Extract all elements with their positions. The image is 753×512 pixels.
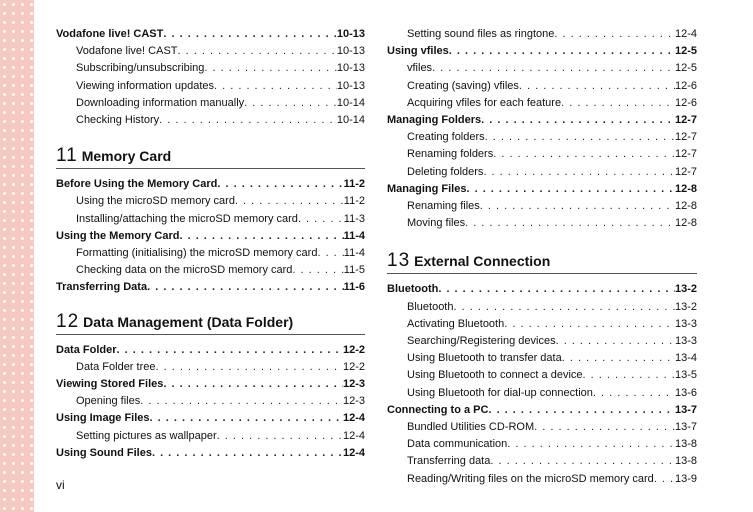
toc-subsection-entry[interactable] [387, 453, 697, 470]
toc-entry-page: 13-3 [674, 335, 697, 348]
chapter-number: 12 [56, 310, 80, 332]
toc-entry-title: Downloading information manually [76, 96, 245, 109]
toc-leader-dots [583, 367, 675, 384]
toc-entry-title: Checking data on the microSD memory card [76, 264, 293, 277]
toc-entry-page: 13-2 [674, 283, 697, 296]
toc-entry-title: Before Using the Memory Card [56, 178, 218, 191]
toc-entry-title: Renaming folders [407, 148, 494, 161]
toc-subsection-entry[interactable] [387, 146, 697, 163]
toc-section-entry[interactable] [56, 176, 365, 193]
toc-entry-page: 13-8 [674, 455, 697, 468]
toc-entry-page: 13-4 [674, 352, 697, 365]
toc-entry-title: Managing Folders [387, 114, 482, 127]
toc-leader-dots [465, 215, 675, 232]
toc-leader-dots [163, 376, 343, 393]
toc-leader-dots [480, 198, 675, 215]
toc-leader-dots [178, 43, 337, 60]
chapter-title: Data Management (Data Folder) [83, 313, 294, 330]
toc-leader-dots [214, 78, 337, 95]
toc-section-entry[interactable] [56, 445, 365, 462]
toc-entry-title: Transferring data [407, 455, 491, 468]
toc-entry-title: Data Folder tree [76, 360, 156, 373]
toc-section-entry[interactable] [387, 181, 697, 198]
toc-entry-title: Using the microSD memory card [76, 195, 235, 208]
toc-section-entry[interactable] [56, 410, 365, 427]
toc-leader-dots [485, 129, 675, 146]
toc-subsection-entry[interactable] [387, 350, 697, 367]
toc-leader-dots [654, 471, 675, 488]
toc-section-entry[interactable] [56, 279, 365, 296]
toc-entry-title: Activating Bluetooth [407, 317, 505, 330]
toc-subsection-entry[interactable] [56, 78, 365, 95]
toc-subsection-entry[interactable] [56, 393, 365, 410]
toc-subsection-entry[interactable] [56, 211, 365, 228]
toc-entry-title: Installing/attaching the microSD memory card [76, 212, 298, 225]
toc-subsection-entry[interactable] [387, 164, 697, 181]
toc-left-column [56, 26, 365, 462]
toc-section-entry[interactable] [387, 402, 697, 419]
toc-group [56, 176, 365, 296]
toc-entry-page: 10-14 [336, 114, 365, 127]
toc-entry-page: 13-6 [674, 386, 697, 399]
toc-leader-dots [432, 60, 675, 77]
toc-section-entry[interactable] [56, 376, 365, 393]
toc-entry-title: Vodafone live! CAST [76, 45, 178, 58]
toc-entry-page: 10-13 [336, 28, 365, 40]
toc-entry-title: Checking History [76, 114, 160, 127]
toc-entry-title: Viewing information updates [76, 79, 214, 92]
toc-leader-dots [117, 342, 343, 359]
toc-entry-page: 11-5 [343, 264, 365, 277]
page-number: vi [56, 478, 65, 492]
chapter-heading-13 [387, 251, 697, 274]
toc-subsection-entry[interactable] [387, 95, 697, 112]
toc-entry-title: vfiles [407, 62, 433, 75]
toc-leader-dots [504, 316, 675, 333]
toc-entry-title: Using Image Files [56, 412, 150, 425]
toc-entry-title: Formatting (initialising) the microSD memory card [76, 247, 318, 260]
toc-entry-title: Connecting to a PC [387, 403, 489, 416]
toc-leader-dots [453, 299, 674, 316]
toc-leader-dots [217, 428, 343, 445]
toc-section-entry[interactable] [387, 281, 697, 298]
toc-leader-dots [438, 281, 675, 298]
toc-entry-page: 12-4 [342, 412, 365, 425]
toc-entry-page: 12-8 [674, 217, 697, 230]
toc-entry-page: 12-5 [674, 45, 697, 58]
toc-leader-dots [155, 359, 342, 376]
toc-entry-page: 12-7 [674, 148, 697, 161]
toc-subsection-entry[interactable] [387, 436, 697, 453]
toc-subsection-entry[interactable] [387, 367, 697, 384]
toc-entry-title: Using Bluetooth for dial-up connection [407, 386, 593, 399]
toc-entry-title: Using Bluetooth to transfer data [407, 352, 562, 365]
toc-leader-dots [554, 26, 675, 43]
toc-entry-title: Creating (saving) vfiles [407, 79, 519, 92]
toc-entry-page: 13-5 [674, 369, 697, 382]
toc-section-entry[interactable] [56, 342, 365, 359]
toc-entry-title: Bluetooth [407, 300, 454, 313]
toc-subsection-entry[interactable] [56, 112, 365, 129]
toc-leader-dots [593, 385, 675, 402]
toc-group [387, 26, 697, 232]
toc-entry-title: Creating folders [407, 131, 485, 144]
toc-subsection-entry[interactable] [387, 333, 697, 350]
toc-entry-page: 12-4 [342, 446, 365, 459]
toc-section-entry[interactable] [56, 228, 365, 245]
toc-entry-title: Subscribing/unsubscribing [76, 62, 205, 75]
toc-entry-title: Bluetooth [387, 283, 439, 296]
toc-subsection-entry[interactable] [56, 245, 365, 262]
toc-leader-dots [561, 95, 675, 112]
toc-entry-title: Bundled Utilities CD-ROM [407, 421, 535, 434]
toc-entry-page: 13-7 [674, 421, 697, 434]
toc-group [56, 342, 365, 462]
toc-section-entry[interactable] [387, 43, 697, 60]
toc-entry-page: 12-7 [674, 131, 697, 144]
toc-entry-page: 12-3 [342, 378, 365, 391]
toc-subsection-entry[interactable] [387, 78, 697, 95]
toc-leader-dots [519, 78, 675, 95]
toc-leader-dots [179, 228, 343, 245]
toc-leader-dots [483, 164, 675, 181]
toc-entry-title: Managing Files [387, 182, 467, 195]
toc-entry-title: Viewing Stored Files [56, 378, 164, 391]
toc-leader-dots [235, 193, 344, 210]
toc-entry-title: Acquiring vfiles for each feature [407, 96, 562, 109]
toc-entry-page: 13-7 [674, 403, 697, 416]
toc-leader-dots [488, 402, 675, 419]
toc-subsection-entry[interactable] [387, 419, 697, 436]
toc-entry-title: Data Folder [56, 343, 117, 356]
toc-leader-dots [534, 419, 675, 436]
toc-entry-title: Using Sound Files [56, 446, 152, 459]
toc-leader-dots [298, 211, 344, 228]
decorative-side-stripe [0, 0, 34, 512]
toc-entry-title: Renaming files [407, 200, 480, 213]
toc-leader-dots [152, 445, 343, 462]
toc-subsection-entry[interactable] [56, 359, 365, 376]
toc-subsection-entry[interactable] [56, 95, 365, 112]
toc-subsection-entry[interactable] [56, 193, 365, 210]
toc-leader-dots [466, 181, 675, 198]
toc-entry-page: 12-4 [674, 28, 697, 40]
toc-entry-page: 12-2 [342, 360, 365, 373]
toc-entry-page: 11-2 [343, 178, 365, 191]
toc-entry-page: 12-2 [342, 343, 365, 356]
toc-group [387, 281, 697, 487]
toc-entry-title: Setting pictures as wallpaper [76, 429, 217, 442]
toc-leader-dots [292, 262, 343, 279]
toc-entry-page: 10-13 [336, 45, 365, 58]
toc-entry-page: 11-6 [343, 281, 365, 294]
toc-entry-page: 12-8 [674, 182, 697, 195]
toc-entry-page: 12-6 [674, 79, 697, 92]
chapter-heading-11 [56, 146, 365, 169]
toc-entry-page: 10-13 [336, 62, 365, 75]
toc-leader-dots [244, 95, 337, 112]
chapter-title: External Connection [414, 253, 551, 270]
toc-entry-title: Data communication [407, 438, 508, 451]
toc-entry-page: 11-3 [343, 212, 365, 225]
toc-entry-title: Using the Memory Card [56, 229, 180, 242]
toc-leader-dots [317, 245, 343, 262]
toc-entry-title: Using vfiles [387, 45, 449, 58]
toc-subsection-entry[interactable] [387, 26, 697, 43]
chapter-number: 11 [56, 145, 78, 167]
toc-entry-title: Using Bluetooth to connect a device [407, 369, 583, 382]
toc-subsection-entry[interactable] [56, 262, 365, 279]
toc-leader-dots [140, 393, 343, 410]
toc-subsection-entry[interactable] [387, 385, 697, 402]
toc-entry-page: 12-6 [674, 96, 697, 109]
toc-section-entry[interactable] [56, 26, 365, 43]
toc-group [56, 26, 365, 129]
toc-entry-page: 13-3 [674, 317, 697, 330]
toc-subsection-entry[interactable] [56, 43, 365, 60]
toc-leader-dots [217, 176, 343, 193]
toc-leader-dots [507, 436, 675, 453]
chapter-title: Memory Card [81, 148, 172, 165]
toc-entry-title: Deleting folders [407, 165, 484, 178]
toc-entry-page: 13-9 [674, 472, 697, 485]
toc-entry-page: 13-2 [674, 300, 697, 313]
toc-leader-dots [562, 350, 675, 367]
toc-leader-dots [490, 453, 675, 470]
toc-leader-dots [493, 146, 675, 163]
toc-leader-dots [481, 112, 675, 129]
toc-leader-dots [449, 43, 675, 60]
toc-entry-page: 11-2 [343, 195, 365, 208]
toc-entry-title: Moving files [407, 217, 466, 230]
toc-entry-page: 11-4 [343, 247, 365, 260]
toc-subsection-entry[interactable] [387, 299, 697, 316]
toc-subsection-entry[interactable] [387, 198, 697, 215]
toc-subsection-entry[interactable] [387, 215, 697, 232]
toc-entry-page: 12-5 [674, 62, 697, 75]
toc-entry-page: 10-14 [336, 96, 365, 109]
toc-entry-page: 12-7 [674, 114, 697, 127]
toc-right-column [387, 26, 697, 488]
chapter-heading-12 [56, 312, 365, 335]
toc-subsection-entry[interactable] [387, 316, 697, 333]
toc-entry-page: 10-13 [336, 79, 365, 92]
toc-entry-title: Reading/Writing files on the microSD memory card [407, 472, 654, 485]
toc-section-entry[interactable] [387, 112, 697, 129]
toc-entry-page: 13-8 [674, 438, 697, 451]
toc-entry-title: Searching/Registering devices [407, 335, 556, 348]
toc-entry-title: Transferring Data [56, 281, 148, 294]
toc-subsection-entry[interactable] [56, 428, 365, 445]
toc-leader-dots [163, 26, 336, 43]
toc-subsection-entry[interactable] [387, 129, 697, 146]
toc-subsection-entry[interactable] [56, 60, 365, 77]
toc-entry-page: 12-3 [342, 395, 365, 408]
toc-entry-page: 12-4 [342, 429, 365, 442]
toc-leader-dots [147, 279, 343, 296]
toc-entry-title: Opening files [76, 395, 141, 408]
toc-entry-page: 12-7 [674, 165, 697, 178]
toc-leader-dots [159, 112, 337, 129]
toc-subsection-entry[interactable] [387, 471, 697, 488]
toc-leader-dots [556, 333, 675, 350]
toc-entry-title: Vodafone live! CAST [56, 28, 164, 40]
toc-entry-page: 11-4 [343, 229, 365, 242]
toc-entry-title: Setting sound files as ringtone [407, 28, 555, 40]
toc-leader-dots [150, 410, 343, 427]
chapter-number: 13 [387, 250, 411, 272]
toc-subsection-entry[interactable] [387, 60, 697, 77]
toc-entry-page: 12-8 [674, 200, 697, 213]
toc-leader-dots [204, 60, 336, 77]
